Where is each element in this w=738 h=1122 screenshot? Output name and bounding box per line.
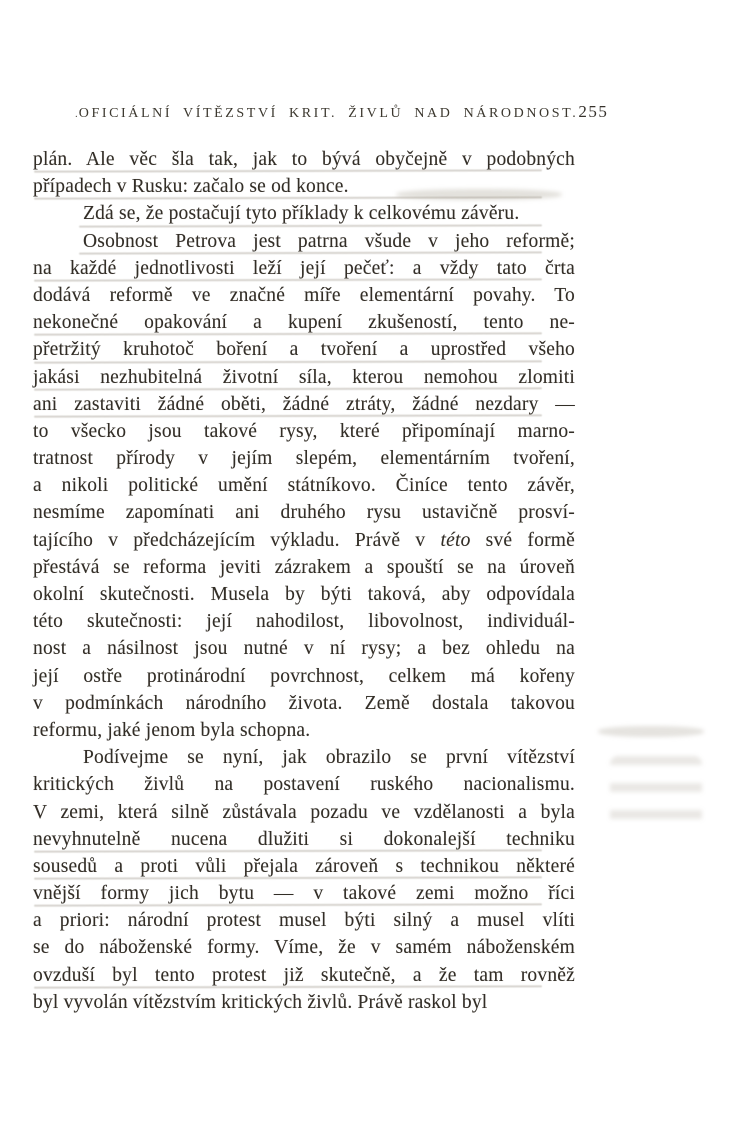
text-line: její ostře protinárodní povrchnost, celkem má kořeny — [33, 665, 575, 687]
text-line: Osobnost Petrova jest patrna všude v jeho reformě; — [33, 228, 575, 255]
text-line: vnější formy jich bytu — v takové zemi možno říci — [33, 880, 575, 907]
text-line: okolní skutečnosti. Musela by býti taková, aby odpovídala — [33, 584, 575, 605]
text-line: kritických živlů na postavení ruského nacionalismu. — [33, 774, 575, 796]
text-line: ovzduší byl tento protest již skutečně, a že tam rovněž — [33, 962, 575, 989]
text-line: v podmínkách národního života. Země dostala takovou — [33, 692, 575, 714]
text-line: to všecko jsou takové rysy, které připomínají marno- — [33, 420, 575, 442]
text-line: a priori: národní protest musel býti silný a musel vlíti — [33, 910, 575, 932]
show-through-smudge — [610, 756, 702, 836]
text-line: dodává reformě ve značné míře elementární povahy. To — [33, 284, 575, 306]
text-line: plán. Ale věc šla tak, jak to bývá obyčejně v podobných — [33, 146, 575, 173]
text-line: na každé jednotlivosti leží její pečeť: a vždy tato črta — [33, 255, 575, 282]
text-line: a nikoli politické umění státníkovo. Činíce tento závěr, — [33, 475, 575, 497]
text-line: sousedů a proti vůli přejala zároveň s technikou některé — [33, 853, 575, 880]
page-header — [75, 102, 609, 122]
text-line: reformu, jaké jenom byla schopna. — [33, 719, 311, 741]
text-line: nesmíme zapomínati ani druhého rysu ustavičně prosví- — [33, 502, 575, 524]
text-line: nekonečné opakování a kupení zkušeností, tento ne- — [33, 309, 575, 336]
text-block — [33, 146, 575, 1016]
running-title-text: OFICIÁLNÍ VÍTĚZSTVÍ KRIT. ŽIVLŮ NAD NÁRODNOST. — [78, 106, 579, 121]
running-title — [75, 106, 578, 122]
text-line: případech v Rusku: začalo se od konce. — [33, 173, 575, 200]
text-line: tratnost přírody v jejím slepém, elementárním tvoření, — [33, 448, 575, 470]
text-line: Zdá se, že postačují tyto příklady k celkovému závěru. — [33, 200, 575, 227]
page-number: 255 — [578, 102, 609, 121]
text-line: nost a násilnost jsou nutné v ní rysy; a bez ohledu na — [33, 638, 575, 660]
text-line: jakási nezhubitelná životní síla, kterou nemohou zlomiti — [33, 364, 575, 391]
text-line: Podívejme se nyní, jak obrazilo se první vítězství — [83, 747, 575, 769]
show-through-smudge — [598, 726, 704, 737]
text-line: se do náboženské formy. Víme, že v samém náboženském — [33, 937, 575, 959]
text-line: této skutečnosti: její nahodilost, libovolnost, individuál- — [33, 611, 575, 633]
text-line: nevyhnutelně nucena dlužiti si dokonalejší techniku — [33, 826, 575, 853]
text-line: tajícího v předcházejícím výkladu. Právě v této své formě — [33, 529, 575, 551]
text-line: ani zastaviti žádné oběti, žádné ztráty, žádné nezdary — — [33, 391, 575, 418]
text-line: přetržitý kruhotoč boření a tvoření a uprostřed všeho — [33, 336, 575, 363]
print-artifact-dot: . — [75, 108, 78, 120]
text-line: V zemi, která silně zůstávala pozadu ve vzdělanosti a byla — [33, 801, 575, 823]
text-line: přestává se reforma jeviti zázrakem a spouští se na úroveň — [33, 556, 575, 578]
text-line: byl vyvolán vítězstvím kritických živlů. Právě raskol byl — [33, 991, 488, 1013]
